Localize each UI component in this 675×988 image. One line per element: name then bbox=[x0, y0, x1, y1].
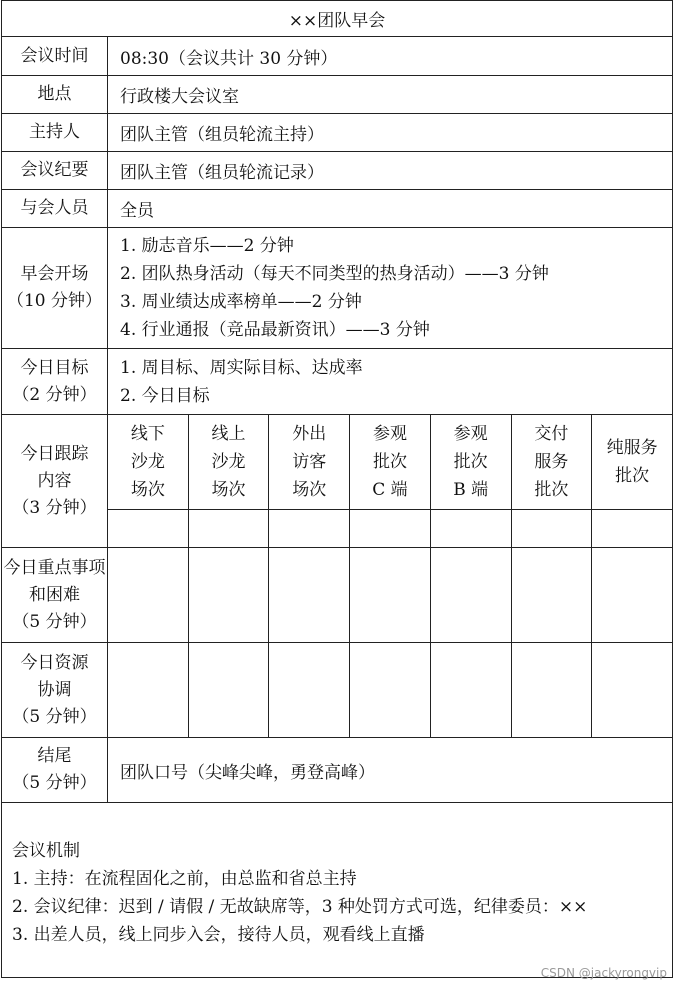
key-issues-label bbox=[2, 548, 108, 643]
resources-label bbox=[2, 643, 108, 738]
tracking-cell[interactable] bbox=[592, 510, 673, 548]
list-item: 1. 周目标、周实际目标、达成率 bbox=[120, 357, 363, 378]
resources-label-line1: 今日资源 bbox=[20, 652, 89, 673]
tracking-cell[interactable] bbox=[188, 510, 269, 548]
meeting-time-value: 08:30（会议共计 30 分钟） bbox=[108, 37, 673, 76]
list-item: 4. 行业通报（竞品最新资讯）——3 分钟 bbox=[120, 320, 430, 340]
meeting-table bbox=[1, 0, 673, 978]
mechanism-heading: 会议机制 bbox=[12, 841, 80, 861]
place-value: 行政楼大会议室 bbox=[108, 76, 673, 114]
tracking-cell[interactable] bbox=[108, 510, 189, 548]
list-item: 3. 出差人员，线上同步入会，接待人员，观看线上直播 bbox=[12, 925, 425, 945]
host-value: 团队主管（组员轮流主持） bbox=[108, 114, 673, 152]
minutes-value: 团队主管（组员轮流记录） bbox=[108, 152, 673, 190]
list-item: 1. 励志音乐——2 分钟 bbox=[120, 236, 294, 256]
closing-value: 团队口号（尖峰尖峰，勇登高峰） bbox=[108, 738, 673, 803]
key-issues-cell[interactable] bbox=[269, 548, 350, 643]
tracking-cell[interactable] bbox=[350, 510, 431, 548]
key-issues-cell[interactable] bbox=[592, 548, 673, 643]
key-issues-cell[interactable] bbox=[430, 548, 511, 643]
list-item: 2. 今日目标 bbox=[120, 385, 210, 406]
resources-cell[interactable] bbox=[188, 643, 269, 738]
goals-label-title: 今日目标 bbox=[20, 357, 89, 378]
meeting-mechanism bbox=[2, 803, 673, 978]
tracking-col-tour-c: 参观 批次 C 端 bbox=[350, 415, 431, 510]
tracking-cell[interactable] bbox=[430, 510, 511, 548]
closing-label bbox=[2, 738, 108, 803]
key-issues-cell[interactable] bbox=[108, 548, 189, 643]
tracking-label-line2: 内容 bbox=[37, 470, 72, 491]
key-issues-cell[interactable] bbox=[350, 548, 431, 643]
list-item: 2. 团队热身活动（每天不同类型的热身活动）——3 分钟 bbox=[120, 264, 549, 284]
goals-items bbox=[108, 349, 673, 415]
resources-cell[interactable] bbox=[592, 643, 673, 738]
tracking-col-offline-salon: 线下 沙龙 场次 bbox=[108, 415, 189, 510]
key-issues-label-duration: （5 分钟） bbox=[12, 611, 97, 632]
attendees-value: 全员 bbox=[108, 190, 673, 228]
resources-cell[interactable] bbox=[511, 643, 592, 738]
resources-cell[interactable] bbox=[350, 643, 431, 738]
tracking-col-delivery: 交付 服务 批次 bbox=[511, 415, 592, 510]
key-issues-cell[interactable] bbox=[511, 548, 592, 643]
tracking-col-visits: 外出 访客 场次 bbox=[269, 415, 350, 510]
resources-cell[interactable] bbox=[108, 643, 189, 738]
tracking-col-tour-b: 参观 批次 B 端 bbox=[430, 415, 511, 510]
table-title: ××团队早会 bbox=[2, 1, 673, 37]
tracking-label-line1: 今日跟踪 bbox=[20, 443, 89, 464]
opening-label-title: 早会开场 bbox=[20, 264, 89, 284]
closing-label-duration: （5 分钟） bbox=[12, 773, 97, 793]
resources-cell[interactable] bbox=[430, 643, 511, 738]
list-item: 1. 主持：在流程固化之前，由总监和省总主持 bbox=[12, 869, 357, 889]
tracking-col-online-salon: 线上 沙龙 场次 bbox=[188, 415, 269, 510]
watermark: CSDN @jackyrongvip bbox=[540, 966, 667, 980]
list-item: 3. 周业绩达成率榜单——2 分钟 bbox=[120, 292, 362, 312]
place-label: 地点 bbox=[2, 76, 108, 114]
attendees-label: 与会人员 bbox=[2, 190, 108, 228]
opening-label bbox=[2, 228, 108, 349]
resources-cell[interactable] bbox=[269, 643, 350, 738]
list-item: 2. 会议纪律：迟到 / 请假 / 无故缺席等，3 种处罚方式可选，纪律委员：×× bbox=[12, 897, 588, 917]
host-label: 主持人 bbox=[2, 114, 108, 152]
goals-label-duration: （2 分钟） bbox=[12, 384, 97, 405]
tracking-label-duration: （3 分钟） bbox=[12, 497, 97, 518]
key-issues-cell[interactable] bbox=[188, 548, 269, 643]
resources-label-line2: 协调 bbox=[37, 679, 72, 700]
closing-label-title: 结尾 bbox=[37, 746, 72, 766]
meeting-time-label: 会议时间 bbox=[2, 37, 108, 76]
opening-label-duration: （10 分钟） bbox=[6, 291, 103, 311]
tracking-cell[interactable] bbox=[511, 510, 592, 548]
goals-label bbox=[2, 349, 108, 415]
resources-label-duration: （5 分钟） bbox=[12, 706, 97, 727]
key-issues-label-line1: 今日重点事项 bbox=[3, 557, 106, 578]
minutes-label: 会议纪要 bbox=[2, 152, 108, 190]
key-issues-label-line2: 和困难 bbox=[29, 584, 80, 605]
tracking-cell[interactable] bbox=[269, 510, 350, 548]
tracking-label bbox=[2, 415, 108, 548]
opening-items bbox=[108, 228, 673, 349]
tracking-col-pure-service: 纯服务 批次 bbox=[592, 415, 673, 510]
